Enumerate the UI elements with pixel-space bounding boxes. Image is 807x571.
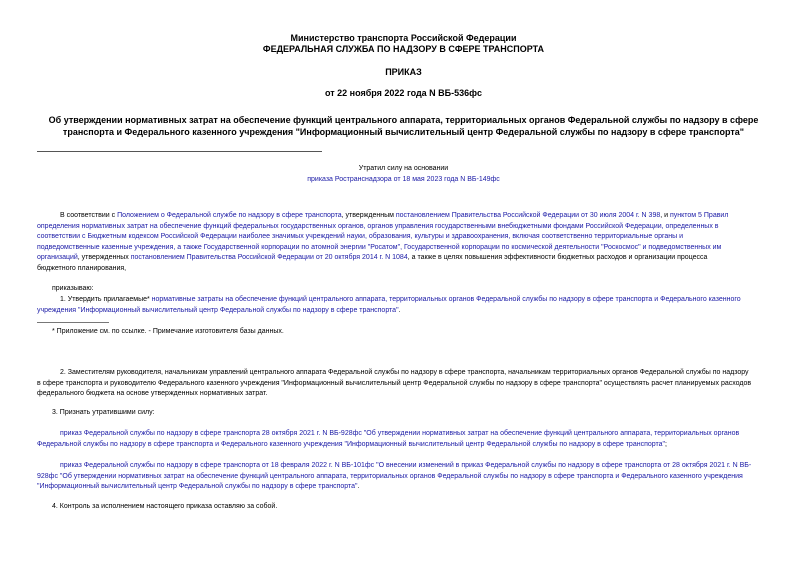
rules-item5-link[interactable]: пунктом 5 Правил [669, 212, 729, 219]
decree-1084-link[interactable]: постановлением Правительства Российской Федерации от 20 октября 2014 г. N 1084 [130, 254, 408, 261]
order-word: приказываю: [52, 285, 94, 292]
item-3: 3. Признать утратившими силу: [52, 409, 155, 416]
repeal-order-link[interactable]: приказа Ространснадзора от 18 мая 2023 года N ВБ-149фс [307, 176, 500, 183]
item-1: 1. Утвердить прилагаемые* нормативные затраты на обеспечение функций центрального аппарата, территориальных органов Федеральной службы по надзору в сфере транспорта и Федерального казенного учреждения "Информационный вычислительный центр Федеральной службы по надзору в сфере транспорта". [37, 296, 741, 314]
status-text: Утратил силу на основании [358, 165, 449, 172]
repeal-order-928-link-cont[interactable]: Федеральной службы по надзору в сфере транспорта и Федерального казенного учреждения "Информационный вычислительный центр Федеральной службы по надзору в сфере транспорта" [37, 440, 666, 448]
regulation-link[interactable]: Положением о Федеральной службе по надзору в сфере транспорта [117, 212, 342, 219]
document-date-number: от 22 ноября 2022 года N ВБ-536фс [324, 88, 483, 98]
footnote: * Приложение см. по ссылке. - Примечание изготовителя базы данных. [52, 328, 284, 335]
rules-link-cont-2[interactable]: соответствии с Бюджетным кодексом Российской Федерации наиболее значимых учреждений науки, образования, культуры и здравоохранения, включая соответственно территориальные органы и [37, 233, 684, 240]
norms-link[interactable]: нормативные затраты на обеспечение функций центрального аппарата, территориальных органов Федеральной службы по надзору в сфере транспорта и Федерального казенного [151, 296, 741, 303]
item-2: 2. Заместителям руководителя, начальникам управлений центрального аппарата Федеральной службы по надзору в сфере транспорта, начальникам территориальных органов Федеральной службы по надзору в сфере транспорта и руководителю Федерального казенного учреждения "Информационный вычислительный центр Федеральной службы по надзору в сфере транспорта" осуществлять расчет планируемых расходов федерального бюджета на основе утвержденных нормативных затрат. [37, 369, 752, 397]
norms-link-cont[interactable]: учреждения "Информационный вычислительный центр Федеральной службы по надзору в сфере транспорта" [37, 306, 399, 314]
repeal-order-101-link-cont[interactable]: 928фс "Об утверждении нормативных затрат на обеспечение функций центрального аппарата, территориальных органов Федеральной службы по надзору в сфере транспорта и Федерального казенного учреждения [37, 472, 743, 480]
rules-link-cont[interactable]: определения нормативных затрат на обеспечение функций федеральных государственных органов, органов управления государственными внебюджетными фондами Российской Федерации, определенных в [37, 222, 719, 230]
rules-link-cont-3[interactable]: подведомственные казенные учреждения, а также Государственной корпорации по атомной энергии "Росатом", Государственной корпорации по космической деятельности "Роскосмос" и подведомственных им [37, 243, 722, 251]
item-4: 4. Контроль за исполнением настоящего приказа оставляю за собой. [52, 503, 278, 510]
ministry-name: Министерство транспорта Российской Федерации [290, 33, 517, 43]
footnote-divider [37, 322, 109, 323]
repeal-item-1: приказ Федеральной службы по надзору в сфере транспорта 28 октября 2021 г. N ВБ-928фс "Об утверждении нормативных затрат на обеспечение функций центрального аппарата, территориальных органов Федеральной службы по надзору в сфере транспорта и Федерального казенного учреждения "Информационный вычислительный центр Федеральной службы по надзору в сфере транспорта"; [37, 430, 740, 448]
repeal-order-928-link[interactable]: приказ Федеральной службы по надзору в сфере транспорта 28 октября 2021 г. N ВБ-928фс "Об утверждении нормативных затрат на обеспечение функций центрального аппарата, территориальных органов [60, 430, 740, 437]
decree-398-link[interactable]: постановлением Правительства Российской Федерации от 30 июля 2004 г. N 398 [395, 212, 661, 219]
document-title-line-2: транспорта и Федерального казенного учреждения "Информационный вычислительный центр Федеральной службы по надзору в сфере транспорта" [62, 127, 745, 137]
document-title-line-1: Об утверждении нормативных затрат на обеспечение функций центрального аппарата, территориальных органов Федеральной службы по надзору в сфере [48, 115, 759, 125]
divider [37, 151, 322, 152]
rules-link-cont-4[interactable]: организаций [37, 254, 78, 261]
document-type: ПРИКАЗ [385, 67, 422, 77]
repeal-item-2: приказ Федеральной службы по надзору в сфере транспорта от 18 февраля 2022 г. N ВБ-101фс "О внесении изменений в приказ Федеральной службы по надзору в сфере транспорта от 28 октября 2021 г. N ВБ- 928фс "Об утверждении нормативных затрат на обеспечение функций центрального аппарата, территориальных органов Федеральной службы по надзору в сфере транспорта и Федерального казенного учреждения "Информационный вычислительный центр Федеральной службы по надзору в сфере транспорта". [37, 462, 752, 490]
repeal-order-101-link-cont-2[interactable]: "Информационный вычислительный центр Федеральной службы по надзору в сфере транспорта" [37, 483, 358, 490]
preamble: В соответствии с Положением о Федеральной службе по надзору в сфере транспорта, утвержденным постановлением Правительства Российской Федерации от 30 июля 2004 г. N 398, и пунктом 5 Правил определения нормативных затрат на обеспечение функций федеральных государственных органов, органов управления государственными внебюджетными фондами Российской Федерации, определенных в соответствии с Бюджетным кодексом Российской Федерации наиболее значимых учреждений науки, образования, культуры и здравоохранения, включая соответственно территориальные органы и подведомственные казенные учреждения, а также Государственной корпорации по атомной энергии "Росатом", Государственной корпорации по космической деятельности "Роскосмос" и подведомственных им организаций, утвержденных постановлением Правительства Российской Федерации от 20 октября 2014 г. N 1084, а также в целях повышения эффективности бюджетных расходов и организации процесса бюджетного планирования, [37, 212, 729, 272]
repeal-order-101-link[interactable]: приказ Федеральной службы по надзору в сфере транспорта от 18 февраля 2022 г. N ВБ-101фс "О внесении изменений в приказ Федеральной службы по надзору в сфере транспорта от 28 октября 2021 г. N ВБ- [60, 462, 752, 469]
service-name: ФЕДЕРАЛЬНАЯ СЛУЖБА ПО НАДЗОРУ В СФЕРЕ ТРАНСПОРТА [262, 44, 545, 54]
